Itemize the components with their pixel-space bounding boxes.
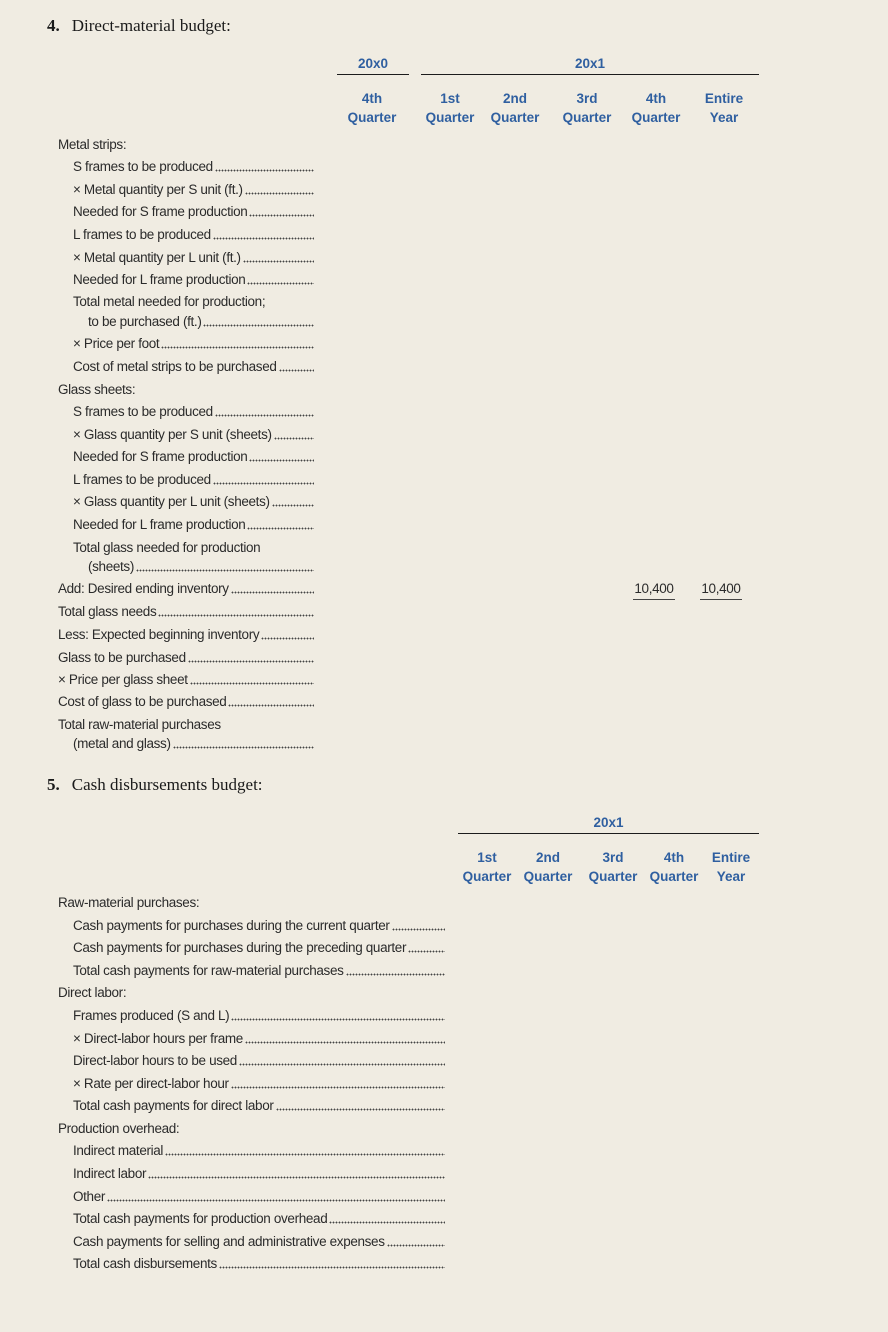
row-label: Raw-material purchases: (58, 895, 200, 910)
col-header-20x0-q4 (342, 89, 402, 127)
row-glass-qty-per-s (73, 426, 314, 444)
row-label: (metal and glass) (73, 736, 171, 751)
section-5-number: 5. (47, 775, 60, 794)
leader-dots (203, 323, 314, 327)
col-header-line1: Entire (711, 850, 751, 865)
row-cost-of-glass (58, 693, 314, 711)
row-total-direct-labor (73, 1097, 445, 1115)
row-raw-material-purchases-heading (58, 894, 445, 912)
col-header-line1: 3rd (602, 850, 624, 865)
leader-dots (261, 636, 314, 640)
col-header-line1: 2nd (535, 850, 560, 865)
row-metal-needed-s (73, 203, 314, 221)
row-label: Cash payments for purchases during the current quarter (73, 918, 390, 933)
row-payments-preceding-quarter (73, 939, 445, 957)
row-label: Needed for L frame production (73, 272, 246, 287)
row-dl-hours-per-frame (73, 1030, 445, 1048)
leader-dots (219, 1265, 445, 1269)
col-header-line2: Quarter (490, 110, 540, 125)
value-text: 10,400 (633, 580, 674, 600)
row-total-raw-material-payments (73, 962, 445, 980)
section-4-number: 4. (47, 16, 60, 35)
year-rule-20x1-cash (458, 833, 759, 834)
col-header-line1: 4th (663, 850, 685, 865)
col-header-q2 (485, 89, 545, 127)
year-rule-20x1 (421, 74, 759, 75)
row-metal-needed-l (73, 271, 314, 289)
row-label: Glass sheets: (58, 382, 136, 397)
row-label: × Metal quantity per L unit (ft.) (73, 250, 241, 265)
row-label: Frames produced (S and L) (73, 1008, 230, 1023)
leader-dots (245, 191, 314, 195)
leader-dots (107, 1198, 445, 1202)
row-glass-qty-per-l (73, 493, 314, 511)
row-label: × Rate per direct-labor hour (73, 1076, 229, 1091)
col-header-line1: 3rd (576, 91, 598, 106)
row-metal-qty-per-s (73, 181, 314, 199)
leader-dots (274, 436, 314, 440)
leader-dots (247, 526, 314, 530)
row-total-glass-sheets (88, 558, 314, 576)
leader-dots (215, 413, 314, 417)
year-header-20x0: 20x0 (357, 56, 389, 71)
row-label: S frames to be produced (73, 404, 213, 419)
leader-dots (228, 703, 314, 707)
col-header-line2: Quarter (631, 110, 681, 125)
leader-dots (215, 168, 314, 172)
leader-dots (213, 236, 314, 240)
row-label: Total glass needs (58, 604, 157, 619)
leader-dots (245, 1040, 445, 1044)
col-header-line2: Year (716, 869, 746, 884)
row-label: S frames to be produced (73, 159, 213, 174)
row-other (73, 1188, 445, 1206)
leader-dots (190, 681, 314, 685)
row-label: Direct labor: (58, 985, 127, 1000)
col-header-line1: 2nd (502, 91, 527, 106)
col-header-line2: Quarter (588, 869, 638, 884)
col-header-line1: 1st (477, 850, 497, 865)
row-label: Total cash payments for raw-material purchases (73, 963, 344, 978)
row-total-metal-purchased (88, 313, 314, 331)
leader-dots (272, 503, 314, 507)
row-label: Production overhead: (58, 1121, 180, 1136)
year-header-20x1: 20x1 (574, 56, 606, 71)
leader-dots (158, 613, 314, 617)
year-header-20x1-cash: 20x1 (593, 815, 624, 830)
row-label: Needed for S frame production (73, 204, 248, 219)
row-label: Needed for L frame production (73, 517, 246, 532)
row-price-per-glass-sheet (58, 671, 314, 689)
value-text: 10,400 (700, 580, 741, 600)
leader-dots (231, 1017, 445, 1021)
row-total-glass-needed (73, 539, 314, 557)
row-label: Needed for S frame production (73, 449, 248, 464)
leader-dots (346, 972, 445, 976)
row-glass-to-be-purchased (58, 649, 314, 667)
row-glass-s-frames-produced (73, 403, 314, 421)
row-glass-needed-s (73, 448, 314, 466)
row-metal-s-frames-produced (73, 158, 314, 176)
row-payments-current-quarter (73, 917, 445, 935)
section-5-heading: Cash disbursements budget: (71, 775, 263, 794)
row-label: L frames to be produced (73, 472, 211, 487)
row-label: Add: Desired ending inventory (58, 581, 229, 596)
row-selling-admin-payments (73, 1233, 445, 1251)
row-label: × Price per foot (73, 336, 160, 351)
row-label: Cost of metal strips to be purchased (73, 359, 277, 374)
col-header-line2: Quarter (425, 110, 475, 125)
row-metal-qty-per-l (73, 249, 314, 267)
row-total-cash-disbursements (73, 1255, 445, 1273)
row-desired-ending-inventory (58, 580, 314, 598)
row-label: × Direct-labor hours per frame (73, 1031, 243, 1046)
col-header-q1 (420, 89, 480, 127)
row-label: Cash payments for selling and administrative expenses (73, 1234, 385, 1249)
row-label: Other (73, 1189, 106, 1204)
row-label: Less: Expected beginning inventory (58, 627, 260, 642)
leader-dots (279, 368, 314, 372)
col-header-line2: Quarter (462, 869, 512, 884)
leader-dots (243, 259, 314, 263)
row-label: Direct-labor hours to be used (73, 1053, 237, 1068)
leader-dots (231, 1085, 445, 1089)
row-rate-per-dl-hour (73, 1075, 445, 1093)
row-label: Glass to be purchased (58, 650, 186, 665)
row-expected-beginning-inventory (58, 626, 314, 644)
row-label: Metal strips: (58, 137, 127, 152)
col-header-line1: 4th (361, 91, 383, 106)
row-price-per-foot (73, 335, 314, 353)
row-label: Indirect material (73, 1143, 164, 1158)
year-rule-20x0 (337, 74, 409, 75)
section-5-title (47, 775, 263, 795)
row-label: × Glass quantity per L unit (sheets) (73, 494, 270, 509)
row-total-production-overhead (73, 1210, 445, 1228)
col-header-line2: Quarter (523, 869, 573, 884)
section-4-heading: Direct-material budget: (71, 16, 231, 35)
row-label: Total cash payments for production overhead (73, 1211, 328, 1226)
leader-dots (392, 927, 445, 931)
row-indirect-labor (73, 1165, 445, 1183)
row-indirect-material (73, 1142, 445, 1160)
cash-col-header-q1 (457, 848, 517, 886)
leader-dots (276, 1107, 446, 1111)
row-metal-strips-heading (58, 136, 314, 154)
leader-dots (249, 213, 314, 217)
row-metal-l-frames-produced (73, 226, 314, 244)
leader-dots (148, 1175, 445, 1179)
ending-inventory-year-value (691, 580, 751, 600)
col-header-line2: Year (709, 110, 739, 125)
leader-dots (213, 481, 314, 485)
ending-inventory-q4-value (624, 580, 684, 600)
row-label: (sheets) (88, 559, 134, 574)
col-header-line2: Quarter (562, 110, 612, 125)
row-label: Cost of glass to be purchased (58, 694, 227, 709)
row-label: to be purchased (ft.) (88, 314, 202, 329)
cash-col-header-q3 (583, 848, 643, 886)
row-glass-l-frames-produced (73, 471, 314, 489)
leader-dots (173, 745, 314, 749)
col-header-line2: Quarter (347, 110, 397, 125)
leader-dots (136, 568, 314, 572)
row-label: × Price per glass sheet (58, 672, 188, 687)
leader-dots (188, 659, 314, 663)
row-glass-needed-l (73, 516, 314, 534)
row-label: Indirect labor (73, 1166, 147, 1181)
row-cost-metal-strips (73, 358, 314, 376)
col-header-line1: 1st (440, 91, 460, 106)
row-production-overhead-heading (58, 1120, 445, 1138)
col-header-line1: 4th (645, 91, 667, 106)
row-label: Total cash payments for direct labor (73, 1098, 274, 1113)
col-header-q4 (626, 89, 686, 127)
leader-dots (329, 1220, 445, 1224)
cash-col-header-q2 (518, 848, 578, 886)
row-label: Cash payments for purchases during the preceding quarter (73, 940, 407, 955)
row-label: Total cash disbursements (73, 1256, 217, 1271)
col-header-line1: Entire (704, 91, 744, 106)
col-header-entire-year (694, 89, 754, 127)
section-4-title (47, 16, 231, 36)
row-glass-sheets-heading (58, 381, 314, 399)
cash-col-header-q4 (644, 848, 704, 886)
row-total-metal-needed (73, 293, 314, 311)
leader-dots (239, 1062, 445, 1066)
row-label: × Metal quantity per S unit (ft.) (73, 182, 243, 197)
row-label: × Glass quantity per S unit (sheets) (73, 427, 272, 442)
cash-col-header-entire-year (701, 848, 761, 886)
leader-dots (387, 1243, 445, 1247)
row-metal-and-glass (73, 735, 314, 753)
row-direct-labor-heading (58, 984, 445, 1002)
leader-dots (231, 590, 314, 594)
row-label: Total glass needed for production (73, 540, 261, 555)
leader-dots (161, 345, 314, 349)
row-label: L frames to be produced (73, 227, 211, 242)
row-dl-hours-used (73, 1052, 445, 1070)
row-total-glass-needs (58, 603, 314, 621)
leader-dots (247, 281, 314, 285)
leader-dots (165, 1152, 445, 1156)
leader-dots (408, 949, 445, 953)
col-header-line2: Quarter (649, 869, 699, 884)
row-frames-produced (73, 1007, 445, 1025)
col-header-q3 (557, 89, 617, 127)
leader-dots (249, 458, 314, 462)
row-label: Total raw-material purchases (58, 717, 221, 732)
row-label: Total metal needed for production; (73, 294, 266, 309)
row-total-raw-material-purchases (58, 716, 314, 734)
